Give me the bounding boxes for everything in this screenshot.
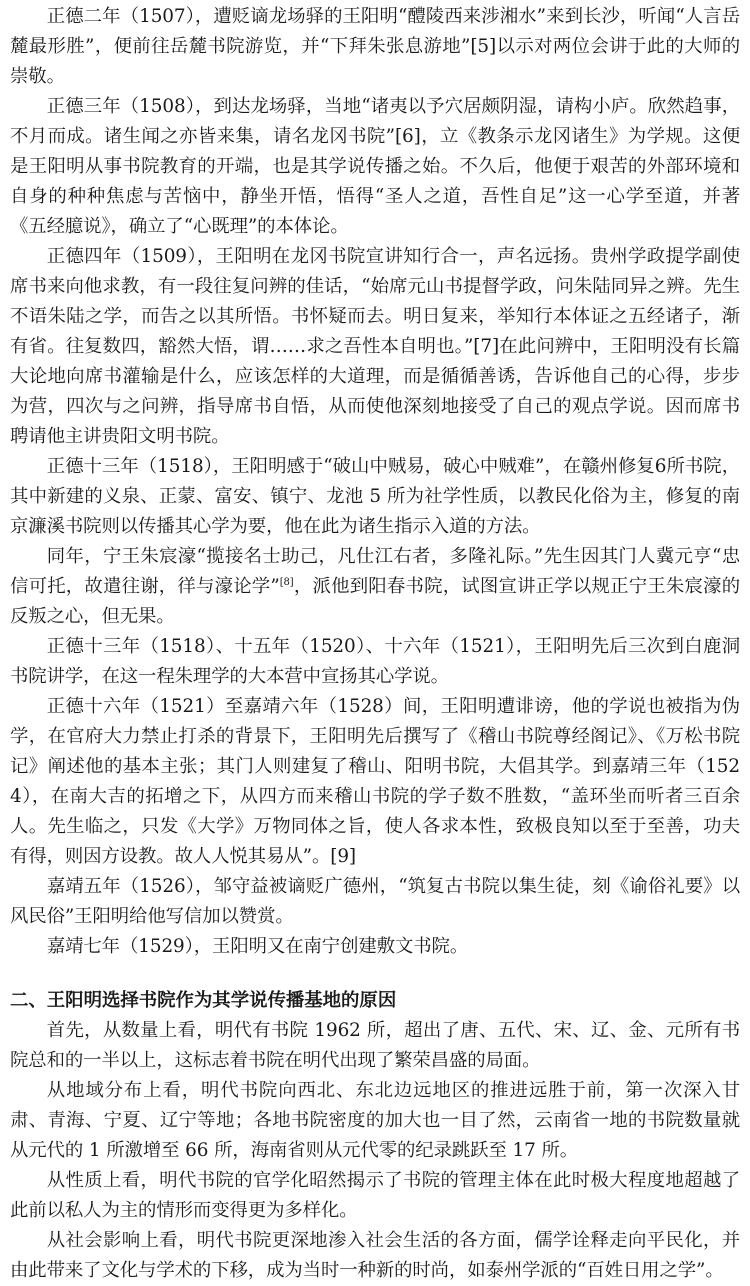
paragraph-1526: 嘉靖五年（1526），邹守益被谪贬广德州，“筑复古书院以集生徒，刻《谕俗礼要》以风民俗”王阳明给他写信加以赞赏。 (10, 876, 740, 927)
paragraph-social: 从社会影响上看，明代书院更深地渗入社会生活的各方面，儒学诠释走向平民化，并由此带来了文化与学术的下移，成为当时一种新的时尚，如泰州学派的“百姓日用之学”。 (10, 1230, 740, 1281)
section-heading: 二、王阳明选择书院作为其学说传播基地的原因 (10, 990, 397, 1011)
paragraph-1509: 正德四年（1509），王阳明在龙冈书院宣讲知行合一，声名远扬。贵州学政提学副使席书来向他求教，有一段往复问辨的佳话，“始席元山书提督学政，问朱陆同异之辨。先生不语朱陆之学，而告之以其所悟。书怀疑而去。明日复来，举知行本体证之五经诸子，渐有省。往复数四，豁然大悟，谓……求之吾性本自明也。”[7]在此问辨中，王阳明没有长篇大论地向席书灌输是什么，应该怎样的大道理，而是循循善诱，告诉他自己的心得，步步为营，四次与之问辨，指导席书自悟，从而使他深刻地接受了自己的观点学说。因而席书聘请他主讲贵阳文明书院。 (10, 246, 740, 447)
paragraph-1518: 正德十三年（1518），王阳明感于“破山中贼易，破心中贼难”，在赣州修复6所书院，其中新建的义泉、正蒙、富安、镇宁、龙池 5 所为社学性质，以教民化俗为主，修复的南京濂溪书院则以传播其心学为要，他在此为诸生指示入道的方法。 (10, 456, 740, 537)
paragraph-quantity: 首先，从数量上看，明代有书院 1962 所，超出了唐、五代、宋、辽、金、元所有书院总和的一半以上，这标志着书院在明代出现了繁荣昌盛的局面。 (10, 1020, 740, 1071)
reasons-section (10, 986, 740, 1286)
paragraph-1529: 嘉靖七年（1529），王阳明又在南宁创建敷文书院。 (46, 936, 469, 957)
paragraph-same-year-text-after: ，派他到阳春书院，试图宣讲正学以规正宁王朱宸濠的反叛之心，但无果。 (10, 576, 741, 627)
paragraph-same-year-text: 同年，宁王朱宸濠“揽接名士助己，凡仕江右者，多隆礼际。”先生因其门人冀元亨“忠信可托，故遣往谢，徉与濠论学” (10, 546, 740, 597)
footnote-ref-8: [8] (279, 576, 294, 588)
paragraph-nature: 从性质上看，明代书院的官学化昭然揭示了书院的管理主体在此时极大程度地超越了此前以私人为主的情形而变得更为多样化。 (10, 1170, 740, 1221)
section-gap (10, 962, 740, 986)
paragraph-1521: 正德十六年（1521）至嘉靖六年（1528）间，王阳明遭诽谤，他的学说也被指为伪学，在官府大力禁止打杀的背景下，王阳明先后撰写了《稽山书院尊经阁记》、《万松书院记》阐述他的基本主张；其门人则建复了稽山、阳明书院，大倡其学。到嘉靖三年（1524），在南大吉的拓增之下，从四方而来稽山书院的学子数不胜数，“盖环坐而听者三百余人。先生临之，只发《大学》万物同体之旨，使人各求本性，致极良知以至于至善，功夫有得，则因方设教。故人人悦其易从”。[9] (10, 696, 740, 867)
paragraph-bailudong: 正德十三年（1518）、十五年（1520）、十六年（1521），王阳明先后三次到白鹿洞书院讲学，在这一程朱理学的大本营中宣扬其心学说。 (10, 636, 740, 687)
paragraph-1508: 正德三年（1508），到达龙场驿，当地“诸夷以予穴居颇阴湿，请构小庐。欣然趋事，不月而成。诸生闻之亦皆来集，请名龙冈书院”[6]，立《教条示龙冈诸生》为学规。这便是王阳明从事书院教育的开端，也是其学说传播之始。不久后，他便于艰苦的外部环境和自身的种种焦虑与苦恼中，静坐开悟，悟得“圣人之道，吾性自足”这一心学至道，并著《五经臆说》，确立了“心既理”的本体论。 (10, 96, 740, 237)
paragraph-1507: 正德二年（1507），遭贬谪龙场驿的王阳明“醴陵西来涉湘水”来到长沙，听闻“人言岳麓最形胜”，便前往岳麓书院游览，并“下拜朱张息游地”[5]以示对两位会讲于此的大师的崇敬。 (10, 6, 740, 87)
paragraph-same-year (10, 542, 740, 632)
paragraph-region: 从地域分布上看，明代书院向西北、东北边远地区的推进远胜于前，第一次深入甘肃、青海、宁夏、辽宁等地；各地书院密度的加大也一目了然，云南省一地的书院数量就从元代的 1 所激增至 66 所，海南省则从元代零的纪录跳跃至 17 所。 (10, 1080, 740, 1161)
history-section (10, 2, 740, 962)
